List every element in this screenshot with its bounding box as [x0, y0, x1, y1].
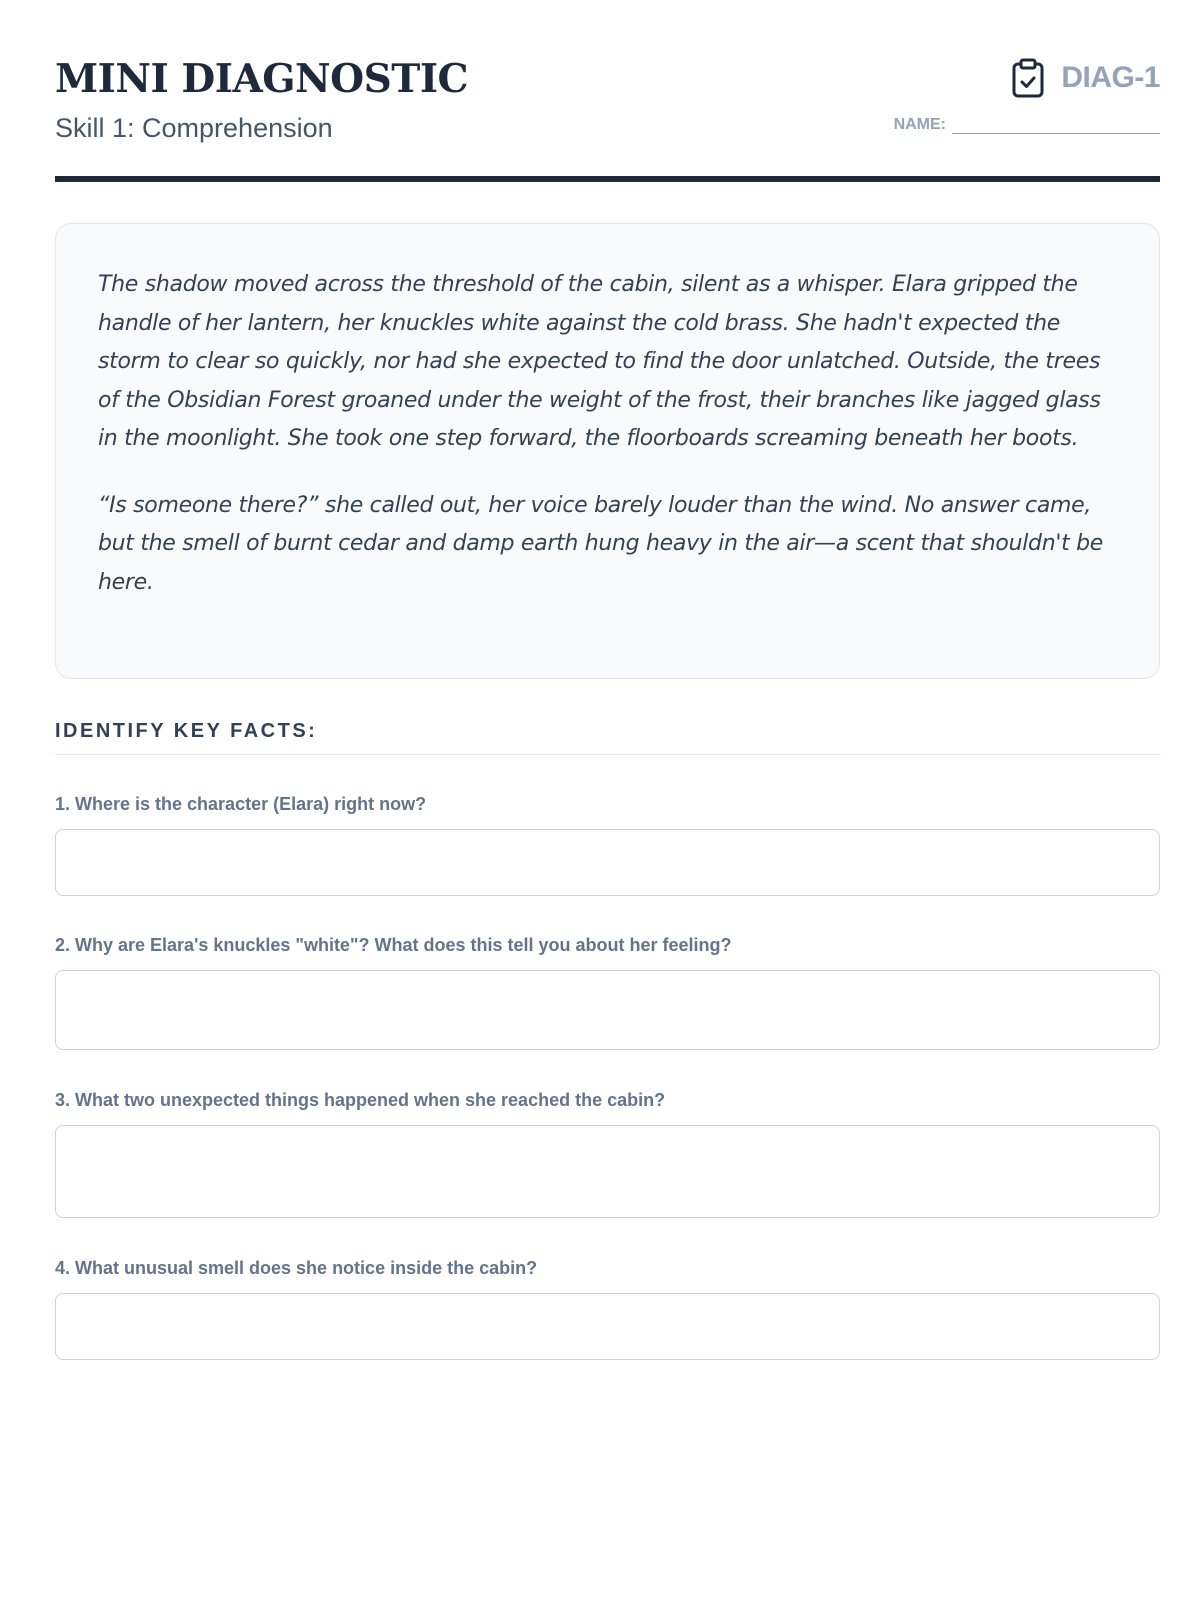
reading-passage — [55, 223, 1160, 679]
question-2-label: 2. Why are Elara's knuckles "white"? What does this tell you about her feeling? — [55, 935, 732, 955]
question-1-answer-input[interactable] — [55, 829, 1160, 896]
passage-paragraph-1: The shadow moved across the threshold of the cabin, silent as a whisper. Elara gripped the handle of her lantern, her knuckles white against the cold brass. She hadn't expected the storm to clear so quickly, nor had she expected to find the door unlatched. Outside, the trees of the Obsidian Forest groaned under the weight of the frost, their branches like jagged glass in the moonlight. She took one step forward, the floorboards screaming beneath her boots. — [98, 272, 1101, 451]
passage-paragraph-2: “Is someone there?” she called out, her voice barely louder than the wind. No answer came, but the smell of burnt cedar and damp earth hung heavy in the air—a scent that shouldn't be here. — [98, 492, 1104, 595]
header-divider — [55, 176, 1160, 182]
name-blank-line[interactable] — [952, 117, 1160, 134]
diagnostic-code: DIAG-1 — [1061, 61, 1160, 94]
worksheet-page — [55, 0, 1160, 1278]
diagnostic-code-block — [1011, 58, 1160, 98]
name-field — [894, 116, 1160, 134]
question-3-label: 3. What two unexpected things happened when she reached the cabin? — [55, 1090, 666, 1110]
question-3-answer-input[interactable] — [55, 1125, 1160, 1218]
name-label: NAME: — [893, 116, 946, 133]
section-divider — [55, 754, 1160, 755]
worksheet-header — [55, 0, 1160, 182]
clipboard-check-icon — [1011, 58, 1045, 98]
question-4-answer-input[interactable] — [55, 1293, 1160, 1360]
section-title: IDENTIFY KEY FACTS: — [55, 720, 318, 742]
question-2-answer-input[interactable] — [55, 970, 1160, 1050]
page-title: MINI DIAGNOSTIC — [55, 56, 469, 102]
question-4-label: 4. What unusual smell does she notice inside the cabin? — [55, 1258, 538, 1278]
page-subtitle: Skill 1: Comprehension — [55, 113, 333, 143]
question-1-label: 1. Where is the character (Elara) right now? — [55, 794, 427, 814]
